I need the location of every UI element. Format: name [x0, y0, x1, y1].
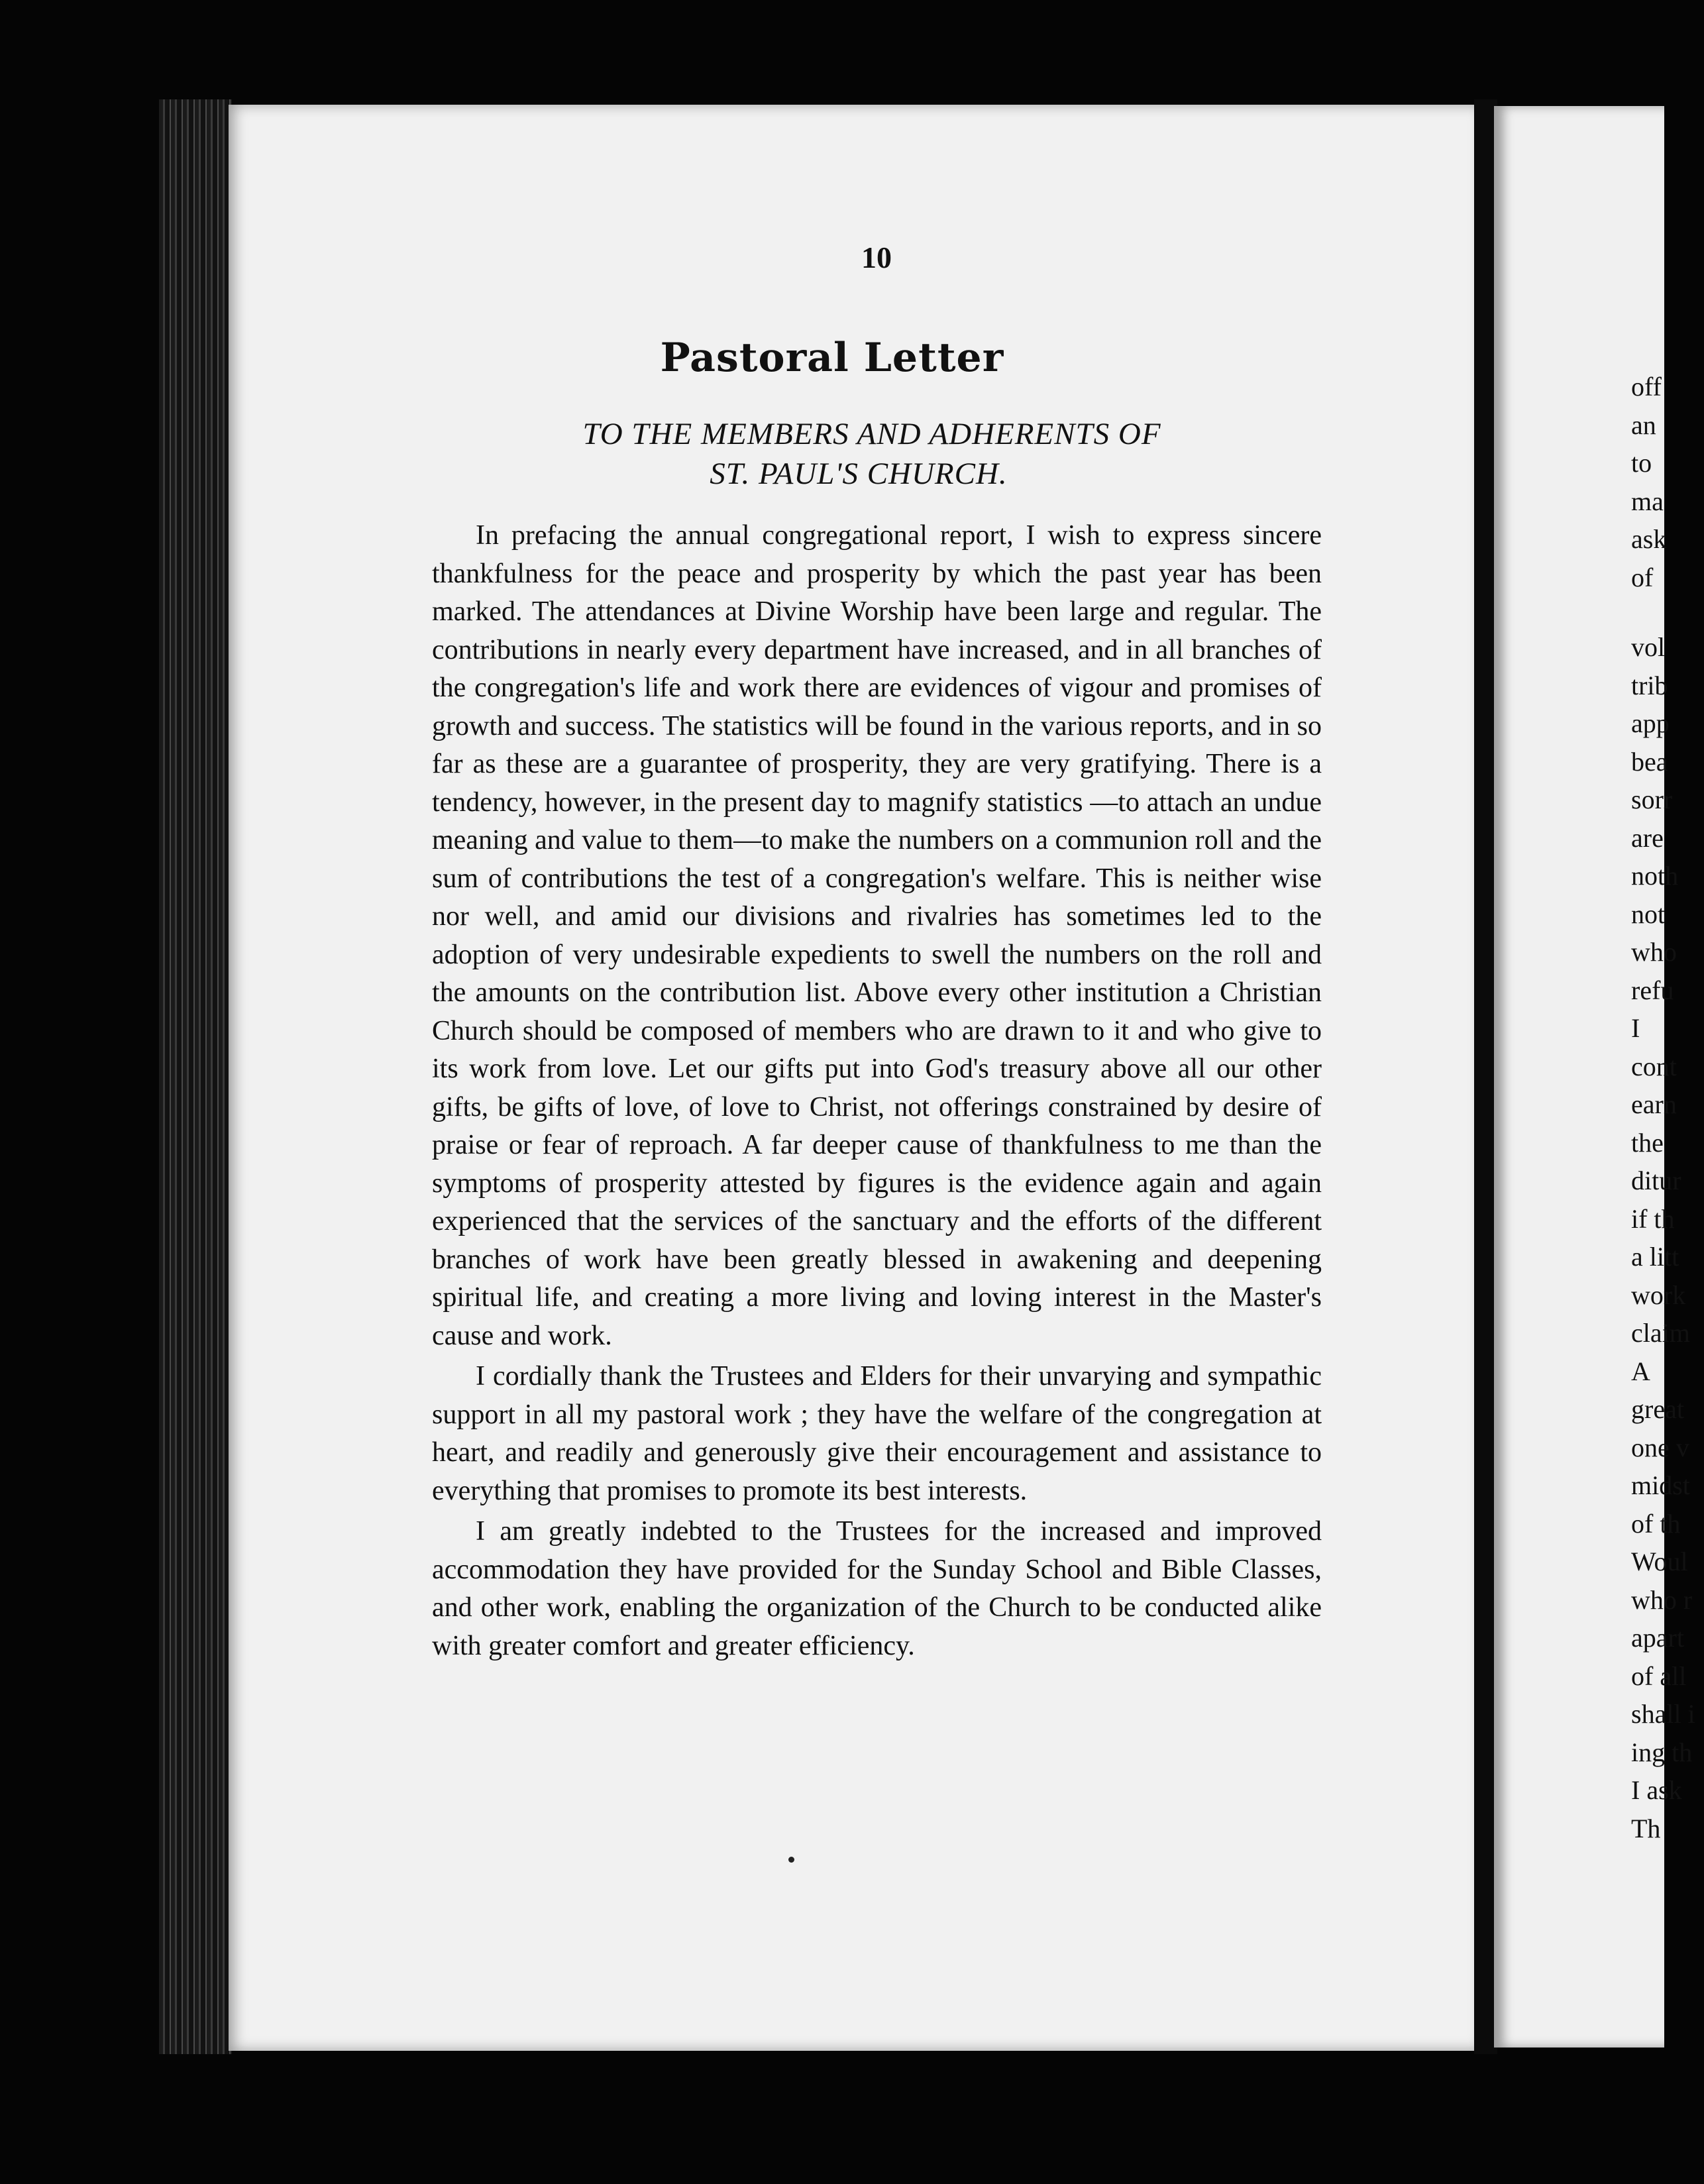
subtitle-line-1: TO THE MEMBERS AND ADHERENTS OF	[582, 417, 1161, 451]
facing-line: claim	[1631, 1318, 1690, 1348]
letter-body	[432, 517, 1322, 1665]
facing-line: Woul	[1631, 1547, 1688, 1576]
facing-line: to	[1631, 448, 1652, 478]
paragraph-2: I cordially thank the Trustees and Elders for their unvarying and sympathic support in all my pastoral work ; they have the welfare of the congregation at heart, and readily and generously give their encouragement and assistance to everything that promises to promote its best interests.	[432, 1361, 1322, 1506]
facing-line: are	[1631, 822, 1664, 853]
facing-line: apart	[1631, 1623, 1684, 1653]
facing-line: off	[1631, 372, 1662, 402]
facing-line: refu	[1631, 975, 1674, 1005]
facing-line: ma	[1631, 486, 1664, 516]
facing-line: who r	[1631, 1584, 1693, 1615]
facing-line: noth	[1631, 861, 1679, 891]
facing-line: sorr	[1631, 785, 1673, 814]
facing-line: of	[1631, 562, 1654, 592]
facing-line: of th	[1631, 1508, 1681, 1539]
facing-line: an	[1631, 410, 1656, 440]
ink-speck	[788, 1857, 794, 1863]
paragraph-1: In prefacing the annual congregational report, I wish to express sincere thankfulness for the peace and prosperity by which the past year has been marked. The attendances at Divine Worship have been large and regular. The contributions in nearly every department have increased, and in all branches of the congregation's life and work there are evidences of vigour and promises of growth and success. The statistics will be found in the various reports, and in so far as these are a guarantee of prosperity, they are very gratifying. There is a tendency, however, in the present day to magnify statistics —to attach an undue meaning and value to them—to make the numbers on a communion roll and the sum of contributions the test of a congregation's welfare. This is neither wise nor well, and amid our divisions and rivalries has sometimes led to the adoption of very undesirable expedients to swell the numbers on the roll and the amounts on the contribution list. Above every other institution a Christian Church should be composed of members who are drawn to it and who give to its work from love. Let our gifts put into God's treasury above all our other gifts, be gifts of love, of love to Christ, not offerings constrained by desire of praise or fear of reproach. A far deeper cause of thankfulness to me than the symptoms of prosperity attested by figures is the evidence again and again experienced that the services of the sanctuary and the efforts of the different branches of work have been greatly blessed in awakening and deepening spiritual life, and creating a more living and loving interest in the Master's cause and work.	[432, 520, 1322, 1351]
facing-line: if th	[1631, 1203, 1675, 1234]
facing-line: cont	[1631, 1051, 1677, 1081]
facing-line: who	[1631, 937, 1677, 967]
facing-line: vol	[1631, 632, 1666, 662]
facing-line: ditur	[1631, 1166, 1681, 1195]
page-number: 10	[861, 241, 892, 274]
facing-page-text	[1631, 368, 1695, 1847]
book-spine	[159, 99, 232, 2054]
facing-line: ask	[1631, 524, 1667, 554]
facing-line: midst	[1631, 1470, 1690, 1500]
facing-line: ing th	[1631, 1737, 1693, 1767]
facing-line: one v	[1631, 1432, 1689, 1462]
facing-line: trib	[1631, 670, 1668, 700]
facing-line: app	[1631, 708, 1670, 738]
letter-title: Pastoral Letter	[660, 335, 1004, 381]
facing-line: bea	[1631, 746, 1668, 777]
facing-line: not	[1631, 899, 1666, 929]
facing-line: of all	[1631, 1661, 1687, 1691]
facing-line: earn	[1631, 1089, 1677, 1119]
facing-line: work	[1631, 1280, 1686, 1310]
facing-line: great	[1631, 1394, 1684, 1424]
facing-line: the	[1631, 1127, 1664, 1158]
paragraph-3: I am greatly indebted to the Trustees for the increased and improved accommodation they have provided for the Sunday School and Bible Classes, and other work, enabling the organization of the Church to be conducted alike with greater comfort and greater efficiency.	[432, 1516, 1322, 1661]
facing-line: I	[1631, 1013, 1640, 1043]
facing-line: shall i	[1631, 1699, 1695, 1729]
facing-line: I ask	[1631, 1775, 1682, 1805]
subtitle-line-2: ST. PAUL'S CHURCH.	[710, 457, 1008, 491]
facing-line: a litt	[1631, 1242, 1679, 1272]
facing-line: Th	[1631, 1813, 1661, 1843]
facing-line: A	[1631, 1356, 1650, 1386]
